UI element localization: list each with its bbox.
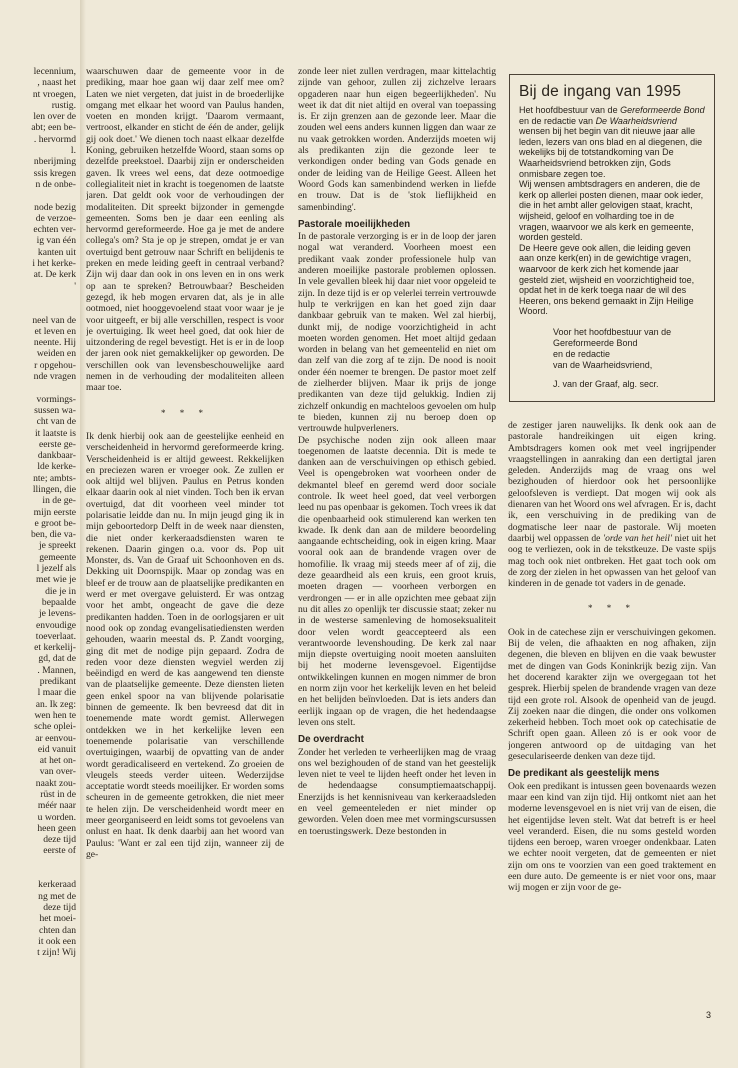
left-edge-line: t zijn! Wij bbox=[37, 947, 76, 959]
paragraph: De psychische noden zijn ook alleen maar toegenomen de laatste decennia. Dit is mede te danken aan de verschuivingen op ethisch gebied. Veel is opengebroken wat voorheen onder de dekmantel bleef en geremd werd door sociale controle. Ik weet heel goed, dat veel verborgen leed nu pas openbaar is gekomen. Toch vrees ik dat die openbaarheid ook stimulerend kan werken ten kwade. Ik denk dan aan de mildere beoordeling aangaande echtscheiding, ook in eigen kring. Maar vooral ook aan de brandende vragen over de homofilie. Ik vraag mij steeds meer af of zij, die deze geaardheid als een kruis, een groot kruis, moeten dragen — voorheen verborgen en verdrongen — er in alle opzichten mee gebaat zijn nu dit alles zo openlijk ter discussie staat; zeker nu in de westerse samenleving de homoseksualiteit door velen wordt geaccepteerd als een verantwoorde levenshouding. De kerk zal naar mijn diepste overtuiging nooit moeten aansluiten bij het moderne levensgevoel. Eigentijdse ontwikkelingen kunnen en mogen nimmer de bron en norm zijn voor het kerkelijk leven en het beleid en het belijden beïnvloeden. Dat is iets anders dan eerlijk ingaan op de vragen, die het hedendaagse leven ons stelt. bbox=[298, 434, 496, 728]
left-page-edge-column bbox=[0, 66, 76, 958]
left-edge-line: gd, dat de bbox=[38, 653, 76, 665]
left-edge-line: rüst in de bbox=[40, 789, 76, 800]
left-edge-line: sche oplei- bbox=[34, 721, 76, 733]
left-edge-line: weiden en bbox=[36, 348, 76, 360]
left-edge-line: nt vroegen, bbox=[32, 88, 76, 100]
left-edge-line: neel van de bbox=[32, 314, 76, 326]
left-edge-line: wen hen te bbox=[34, 709, 76, 721]
left-edge-line: eerste ge- bbox=[38, 438, 76, 450]
left-edge-line: . Mannen, bbox=[37, 664, 76, 676]
left-edge-line: at. De kerk bbox=[33, 269, 76, 281]
left-edge-line: l. bbox=[70, 145, 76, 157]
left-edge-line bbox=[0, 292, 76, 303]
left-edge-line bbox=[0, 857, 76, 868]
paragraph: waarschuwen daar de gemeente voor in de prediking, maar hoe gaan wij daar zelf mee om? Laten we niet vergeten, dat juist in de broederlijke omgang met elkaar het woord van Paulus handen, voeten en monden krijgt. 'Daarom vermaant, vertroost, elkander en sticht de één de ander, gelijk gij ook doet.' We dienen toch naast elkaar dezelfde Koning, gebruiken hetzelfde Woord, staan soms op dezelfde preekstoel. Daarbij zijn er onderscheiden gaven. Ik vrees wel eens, dat deze ootmoedige collegialiteit niet in kracht is toegenomen de laatste jaren. Dat geldt ook voor de verhoudingen der modaliteiten. Dit spreekt bijzonder in gemengde gemeenten. Soms ben je daar een eenling als hervormd gereformeerde. Hoe ga je met de andere collega's om? Sta je op je strepen, omdat je er van overtuigd bent getrouw naar Schrift en belijdenis te preken en mede leiding geeft in centraal verband? Zijn wij daar dan ook in ons leven en in ons werk op aan te spreken? Betrouwbaar? Bescheiden gezegd, ik heb mogen ervaren dat, als je in alle ootmoed, niet hooggevoelend staat voor waar je je voor uitgeeft, er bij alle verschillen, respect is voor je overtuiging. Ik weet heel goed, dat ook hier de uitzondering de regel bevestigt. Het is er in de loop der jaren ook niet gemakkelijker op geworden. De verschillen ook van levensbeschouwelijke aard nemen in de verhouding der modaliteiten alleen maar toe. bbox=[86, 66, 284, 394]
left-edge-line: an. Ik zeg: bbox=[35, 698, 76, 710]
left-edge-line: die je in bbox=[45, 585, 76, 597]
left-edge-line: it laatste is bbox=[34, 427, 76, 439]
paragraph: zonde leer niet zullen verdragen, maar kittelachtig zijnde van gehoor, zullen zij zichzelve leraars opgaderen naar hun eigen begeerlijkheden'. Nu weet ik dat dit niet altijd en overal van toepassing is. Er zijn grenzen aan de gezonde leer. Maar die zouden wel eens anders kunnen liggen dan waar ze nu vaak getrokken worden. Anderzijds moeten wij als predikanten zijn die gezonde leer te verkondigen onder beding van Gods genade en onder de leiding van de Heilige Geest. Alleen het Woord Gods kan samenbindend werken in liefde en trouw. Dat is de 'stok lieflijkheid en samenbinding'. bbox=[298, 66, 496, 213]
left-edge-line: it ook een bbox=[38, 935, 76, 947]
left-edge-line: cht van de bbox=[36, 416, 76, 428]
left-edge-line: naakt zou- bbox=[35, 777, 76, 789]
left-edge-line: l jezelf als bbox=[36, 563, 76, 575]
section-heading: De overdracht bbox=[298, 734, 364, 746]
column-3 bbox=[508, 420, 716, 894]
left-edge-line: et leven en bbox=[34, 325, 76, 337]
left-edge-line bbox=[0, 382, 76, 393]
left-edge-line: lecennium, bbox=[33, 66, 76, 77]
left-edge-line: het moei- bbox=[39, 913, 76, 925]
paragraph: Ook in de catechese zijn er verschuivingen gekomen. Bij de velen, die afhaakten en nog afhaken, zijn degenen, die bleven en blijven en die vaak bewuster met de dingen van Gods Koninkrijk bezig zijn. Van het docerend karakter zijn we overgegaan tot het gesprek. Hierbij spelen de brandende vragen van deze tijd een grote rol. Alsook de openheid van de jeugd. Zij zoeken naar die dingen, die onder ons volkomen zekerheid hebben. Toch moet ook op catechisatie de Schrift open gaan. Alleen zó is er ook voor de jongeren antwoord op de uitdaging van het geseculariseerde denken van deze tijd. bbox=[508, 626, 716, 763]
left-edge-line: de verzoe- bbox=[35, 212, 76, 224]
left-edge-line bbox=[0, 190, 76, 201]
left-edge-line: ng met de bbox=[38, 890, 76, 902]
left-edge-line: in de ge- bbox=[42, 495, 76, 507]
left-edge-line: deze tijd bbox=[43, 834, 76, 846]
left-edge-line: eerste of bbox=[43, 845, 76, 857]
left-edge-line: ar eenvou- bbox=[35, 732, 76, 744]
left-edge-line: ssis kregen bbox=[33, 167, 76, 179]
column-2 bbox=[298, 66, 496, 837]
box-title: Bij de ingang van 1995 bbox=[519, 83, 682, 100]
left-edge-line: heen geen bbox=[37, 822, 76, 834]
left-edge-line: llingen, die bbox=[32, 483, 76, 495]
section-heading: De predikant als geestelijk mens bbox=[508, 768, 660, 780]
left-edge-line: l maar die bbox=[37, 687, 76, 699]
left-edge-line: je levens- bbox=[38, 608, 76, 620]
left-edge-line: ben, die va- bbox=[30, 529, 76, 541]
left-edge-line: node bezig bbox=[34, 201, 76, 213]
left-edge-line: bepaalde bbox=[41, 596, 76, 608]
left-edge-line: gemeente bbox=[39, 551, 76, 563]
left-edge-line: u worden. bbox=[37, 811, 76, 823]
column-1 bbox=[86, 66, 284, 860]
left-edge-line: je spreekt bbox=[38, 540, 76, 552]
left-edge-line: kerkeraad bbox=[38, 879, 76, 891]
left-edge-line: e groot be- bbox=[34, 517, 76, 529]
box-signature-name: J. van der Graaf, alg. secr. bbox=[553, 378, 659, 389]
left-edge-line: dankbaar- bbox=[37, 450, 76, 462]
paragraph: Ook een predikant is intussen geen bovenaards wezen maar een kind van zijn tijd. Hij ontkomt niet aan het moderne levensgevoel en is niet vrij van de eisen, die het eigentijdse leven stelt. Wat dat betreft is er heel veel veranderd. Eisen, die nu soms gesteld worden tijdens een beroep, waren vroeger ondenkbaar. Laten we echter nooit vergeten, dat de gemeenten er niet zijn om ons te voorzien van een goed traktement en een dure auto. De gemeente is er niet voor ons, maar wij mogen er zijn voor de ge- bbox=[508, 780, 716, 894]
left-edge-line: deze tijd bbox=[43, 901, 76, 913]
left-edge-line: eid vanuit bbox=[37, 743, 76, 755]
left-edge-line: abt; een be- bbox=[31, 122, 76, 134]
box-signature-block: Voor het hoofdbestuur van de Gereformeerde Bond en de redactie van de Waarheidsvriend, bbox=[553, 326, 672, 370]
left-edge-line: chten dan bbox=[38, 924, 76, 936]
left-edge-line: vormings- bbox=[36, 393, 76, 405]
left-edge-line: echten ver- bbox=[33, 224, 76, 236]
left-edge-line: envoudige bbox=[36, 619, 76, 631]
box-paragraph: De Heere geve ook allen, die leiding geven aan onze kerk(en) in de gewichtige vragen, waarvoor de kerk zich het komende jaar gesteld ziet, wijsheid en voorzichtigheid toe, opdat het in de kerk toega naar de wil des Heeren, ons bekend gemaakt in Zijn Heilige Woord. bbox=[519, 242, 695, 317]
left-edge-line: rustig. bbox=[51, 99, 76, 111]
section-separator: * * * bbox=[588, 603, 636, 614]
section-separator: * * * bbox=[161, 407, 209, 418]
paragraph: Zonder het verleden te verheerlijken mag de vraag ons wel bezighouden of de stand van het geestelijk leven niet te veel te lijden heeft onder het leven in de hedendaagse consumptiemaatschappij. Enerzijds is het kennisniveau van kerkeraadsleden en veel gemeenteleden er niet minder op geworden. Velen doen mee met vormingscursussen en toerustingswerk. Deze bestonden in bbox=[298, 746, 496, 837]
left-edge-line: len over de bbox=[33, 111, 76, 123]
left-edge-line: neente. Hij bbox=[33, 337, 76, 349]
left-edge-line: nte; ambts- bbox=[33, 472, 76, 484]
section-heading: Pastorale moeilijkheden bbox=[298, 218, 411, 230]
left-edge-line: r opgehou- bbox=[34, 359, 76, 371]
left-edge-line bbox=[0, 303, 76, 314]
left-edge-line: n de onbe- bbox=[35, 178, 76, 190]
left-edge-line: predikant bbox=[39, 676, 76, 688]
left-edge-line: sussen wa- bbox=[34, 404, 76, 416]
left-edge-line: , naast het bbox=[37, 77, 76, 89]
left-edge-line: nde vragen bbox=[33, 371, 76, 383]
left-edge-line: van over- bbox=[39, 766, 76, 778]
paragraph: de zestiger jaren nauwelijks. Ik denk ook aan de pastorale handreikingen uit eigen kring. Ambtsdragers komen ook met veel ingrijpender vraagstellingen in aanraking dan een dertigtal jaren geleden. Anderzijds mag de vraag ons wel bezighouden of hierdoor ook het persoonlijke geloofsleven is verdiept. Dat mogen wij ook als dienaren van het Woord ons wel afvragen. Er is, dacht ik, een verschuiving in de prediking van de dogmatische leer naar de pastorale. Wij moeten daarbij wel oppassen de 'orde van het heil' niet uit het oog te verliezen, ook in de tekstkeuze. De vaste spijs mag toch ook niet ontbreken. Het gaat toch ook om de zorg der zielen in het opwassen van het geloof van kinderen in de genade tot vaders in de genade. bbox=[508, 420, 716, 590]
left-edge-line: nberijming bbox=[33, 156, 76, 168]
left-edge-line: at het on- bbox=[39, 755, 76, 767]
left-edge-line: et kerkelij- bbox=[34, 642, 76, 654]
left-edge-line: i het kerke- bbox=[32, 258, 76, 270]
left-edge-line: kanten uit bbox=[37, 246, 76, 258]
left-edge-line: toeverlaat. bbox=[35, 630, 76, 642]
left-edge-line: méér naar bbox=[37, 800, 76, 812]
paragraph: Ik denk hierbij ook aan de geestelijke eenheid en verscheidenheid in hervormd gereformeerde kring. Verscheidenheid is er altijd geweest. Rekkelijken en preciezen waren er vroeger ook. Ze zullen er ook altijd wel blijven. Paulus en Petrus konden elkaar daarin ook al niet vinden. Toch ben ik ervan overtuigd, dat dit voorheen veel minder tot polarisatie leidde dan nu. In mijn jeugd ging ik in mijn geboortedorp Delft in de week naar diensten, die niet onder kerkeraadsdiensten waren te rekenen. Daarin gingen o.a. voor ds. Pop uit Monster, ds. Van de Graaf uit Schoonhoven en ds. Dekking uit Doornspijk. Maar op zondag was en bleef er de trouw aan de plaatselijke predikanten en werd er met overgave geluisterd. Er was ontzag voor het ambt, ongeacht de gave die deze predikanten hadden. Toen in de oorlogsjaren er uit nood ook op zondag evangelisatiediensten werden gehouden, waarin meestal ds. P. Zandt voorging, ging dit met de nodige pijn gepaard. Zodra de reden voor deze diensten wegviel werden zij beëindigd en werd de kas aangewend ten dienste van de plaatselijke gemeente. Deze diensten lieten geen enkel spoor na van blijvende polarisatie binnen de gemeente. Ik ben bevreesd dat dit in toenemende mate wordt gemist. Allerwegen ontdekken we in het kerkelijke leven een toenemende polarisatie van verschillende overtuigingen, waarbij de opvatting van de ander wordt geradicaliseerd en vertekend. Zo groeien de vleugels steeds verder uiteen. Wederzijdse acceptatie wordt steeds moeilijker. Er worden soms scheuren in de gemeente getrokken, die niet meer te helen zijn. De verscheidenheid wordt meer en meer georganiseerd en leidt soms tot gevoelens van onlust en haat. Ik denk daarbij aan het woord van Paulus: 'Want er zal een tijd zijn, wanneer zij de ge- bbox=[86, 430, 284, 860]
left-edge-line: ' bbox=[74, 280, 76, 292]
left-edge-line: ig van één bbox=[36, 235, 76, 247]
left-edge-line: met wie je bbox=[36, 574, 76, 586]
left-edge-line bbox=[0, 868, 76, 879]
page-number: 3 bbox=[706, 1010, 712, 1020]
left-edge-line: . hervormd bbox=[33, 133, 76, 145]
paragraph: In de pastorale verzorging is er in de loop der jaren nogal wat veranderd. Voorheen moest een predikant vaak zonder professionele hulp van anderen moeilijke pastorale problemen oplossen. In vele gevallen bleek hij daar niet voor opgeleid te zijn. In deze tijd is er op velerlei terrein vertrouwde hulp te verkrijgen en kan het goed zijn daar dankbaar gebruik van te maken. Wel zal hierbij, dunkt mij, de nodige voorzichtigheid in acht moeten worden genomen. Het moet altijd gedaan worden in belang van het gemeentelid en niet om dan zelf van die zorg af te zijn. De nood is nooit onder één noemer te brengen. De pastor moet zelf de zielherder blijven. Maar ik prijs de jonge predikanten van deze tijd gelukkig. Indien zij zichzelf onkundig en machteloos gevoelen om hulp te bieden, kunnen zij nu beroep doen op vertrouwde hulpverleners. bbox=[298, 231, 496, 435]
box-paragraph: Het hoofdbestuur van de Gereformeerde Bond en de redactie van De Waarheidsvriend wensen bij het begin van dit nieuwe jaar alle leden, lezers van ons blad en al diegenen, die wekelijks bij de totstandkoming van De Waarheidsvriend betrokken zijn, Gods onmisbare zegen toe. bbox=[519, 105, 705, 179]
new-year-greeting-box bbox=[509, 74, 715, 402]
box-paragraph: Wij wensen ambtsdragers en anderen, die de kerk op allerlei posten dienen, maar ook ieder, die in het ambt aller gelovigen staat, kracht, wijsheid, geloof en volharding toe in de vragen, waarvoor we als kerk en gemeente, worden gesteld. bbox=[519, 179, 704, 243]
left-edge-line: mijn eerste bbox=[33, 506, 76, 518]
left-edge-line: lde kerke- bbox=[37, 461, 76, 473]
